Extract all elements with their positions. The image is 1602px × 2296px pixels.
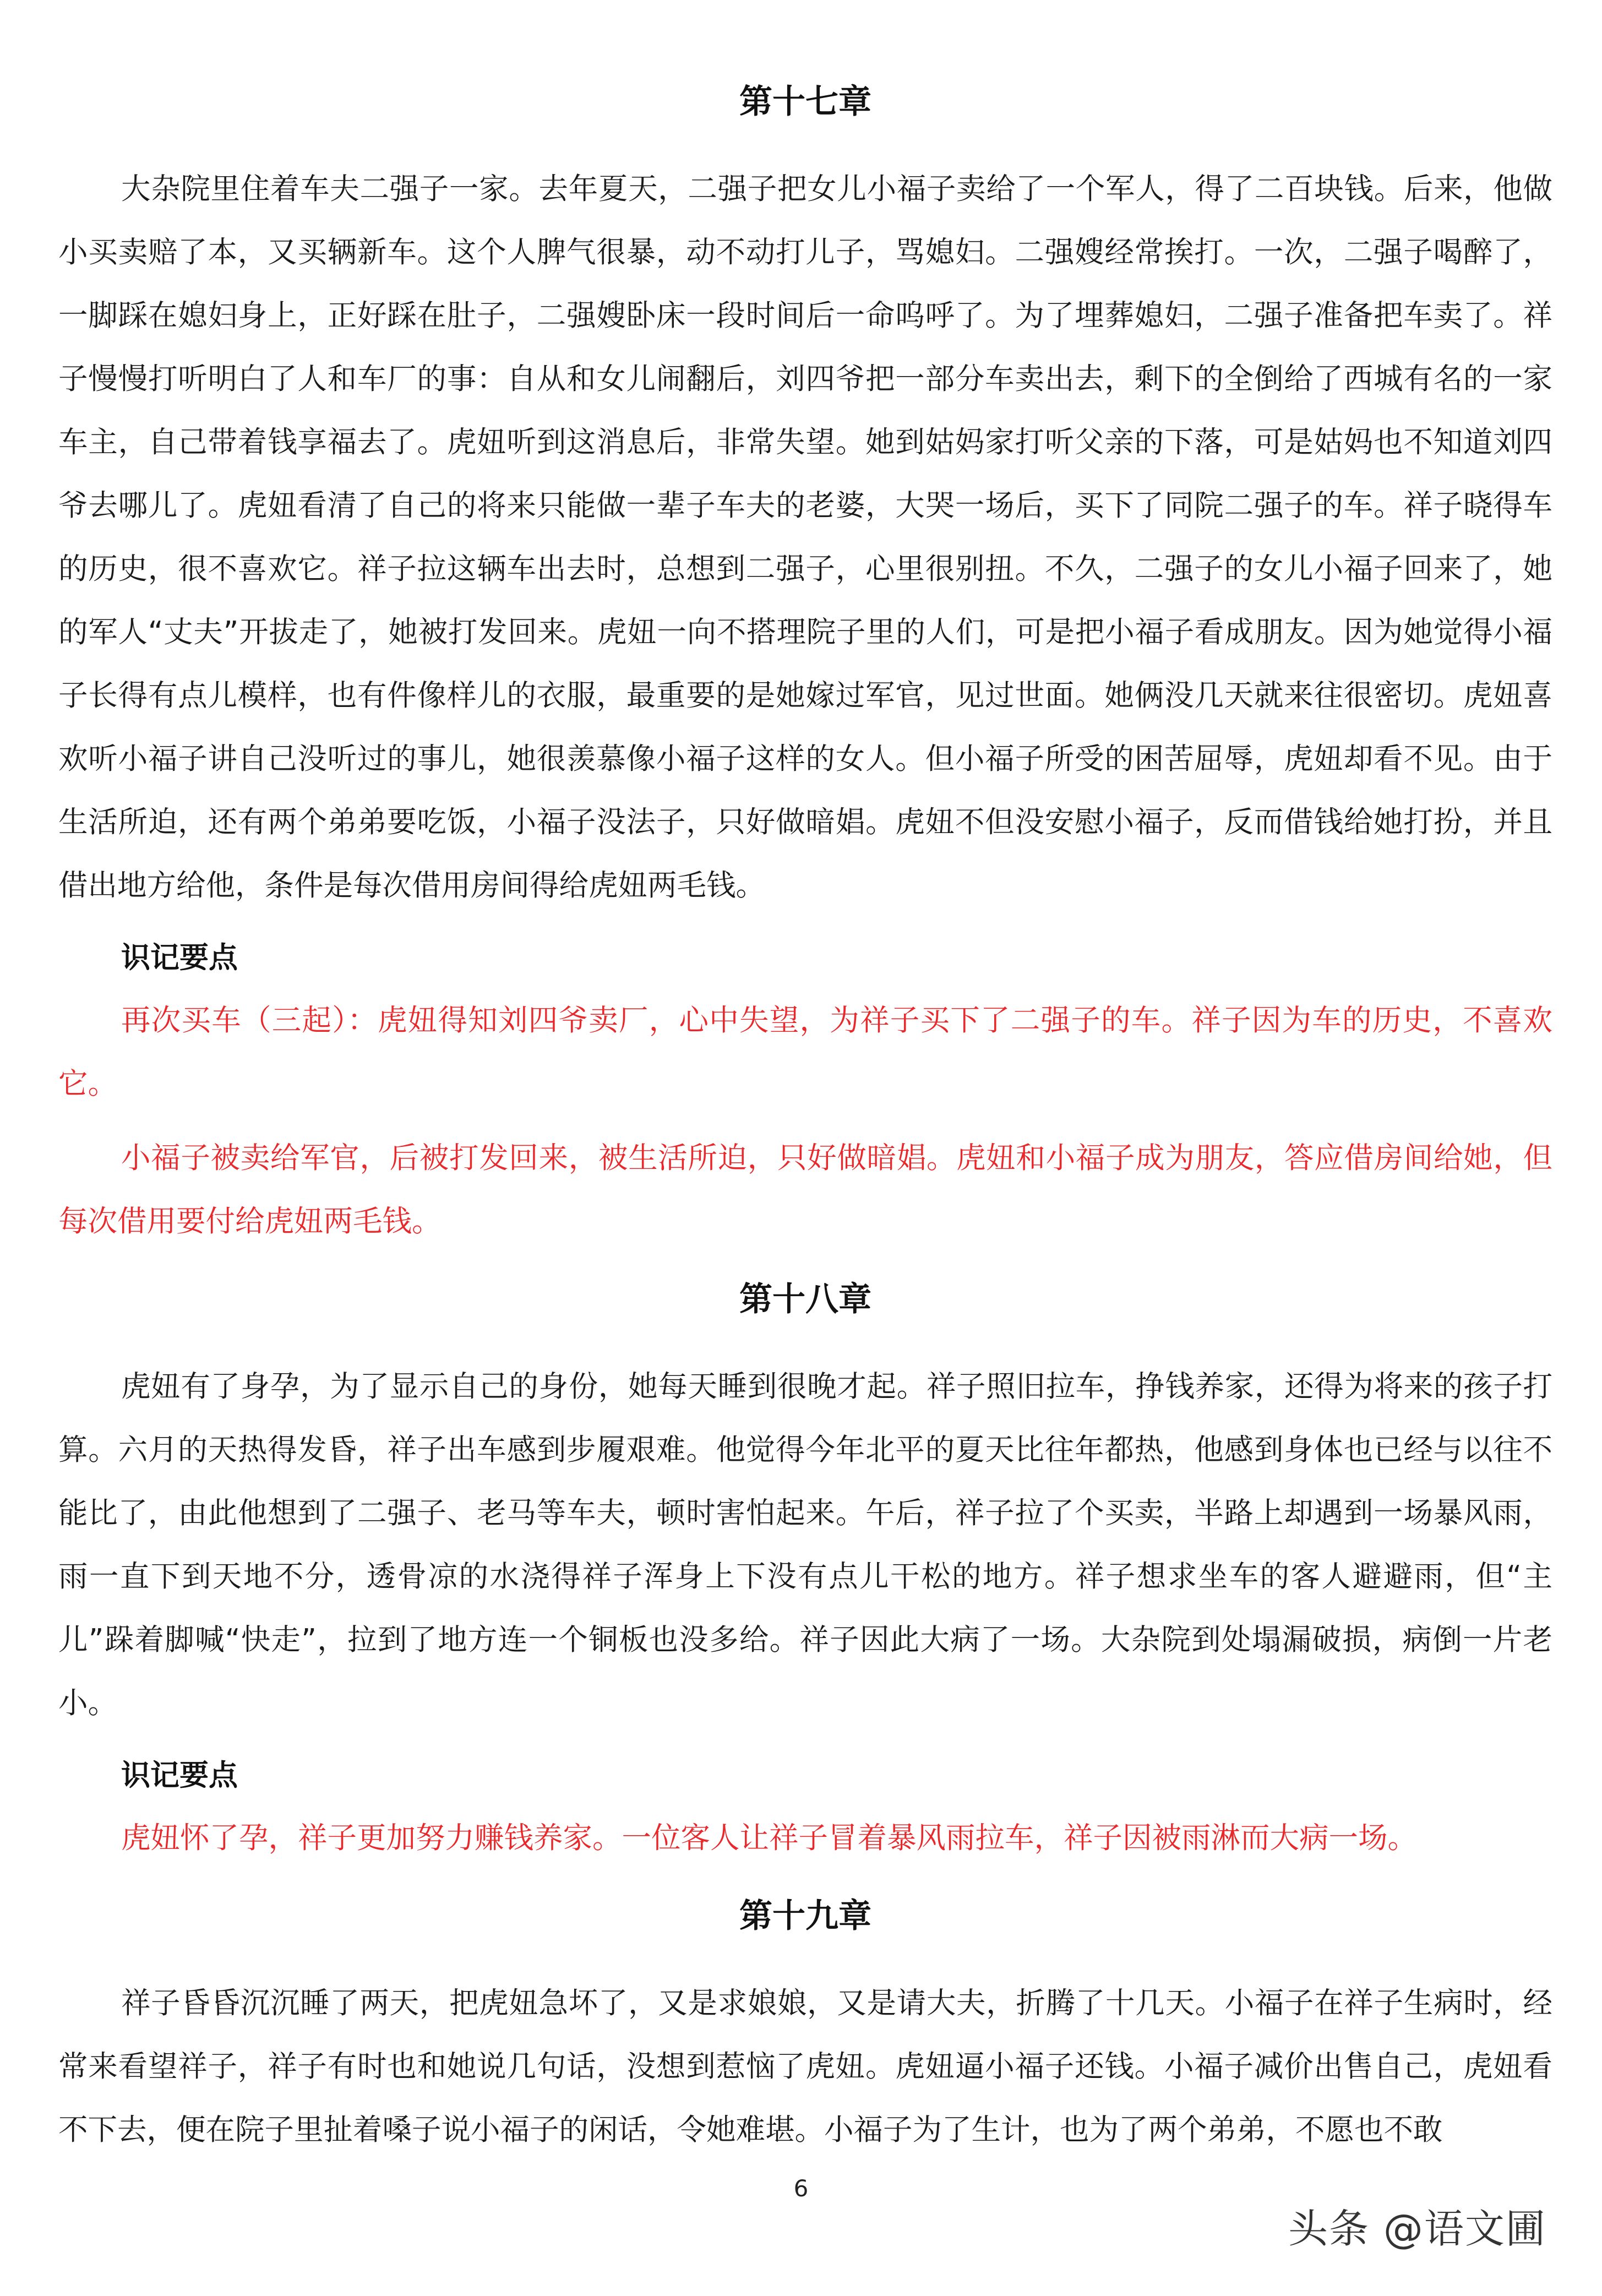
key-point-17-1: 再次买车（三起）：虎妞得知刘四爷卖厂，心中失望，为祥子买下了二强子的车。祥子因为车的历史，不喜欢它。 xyxy=(58,1003,1552,1101)
chapter-title-19: 第十九章 xyxy=(739,1897,871,1935)
chapter-18-paragraph: 虎妞有了身孕，为了显示自己的身份，她每天睡到很晚才起。祥子照旧拉车，挣钱养家，还得为将来的孩子打算。六月的天热得发昏，祥子出车感到步履艰难。他觉得今年北平的夏天比往年都热，他感到身体也已经与以往不能比了，由此他想到了二强子、老马等车夫，顿时害怕起来。午后，祥子拉了个买卖，半路上却遇到一场暴风雨，雨一直下到天地不分，透骨凉的水浇得祥子浑身上下没有点儿干松的地方。祥子想求坐车的客人避避雨，但“主儿”跺着脚喊“快走”，拉到了地方连一个铜板也没多给。祥子因此大病了一场。大杂院到处塌漏破损，病倒一片老小。 xyxy=(58,1369,1552,1720)
key-points-heading-18: 识记要点 xyxy=(121,1759,238,1792)
spacer xyxy=(58,1734,1552,1745)
watermark-logo: 头条 @语文圃 xyxy=(1288,2206,1546,2252)
key-point-18-1: 虎妞怀了孕，祥子更加努力赚钱养家。一位客人让祥子冒着暴风雨拉车，祥子因被雨淋而大病一场。 xyxy=(121,1820,1417,1855)
chapter-19-paragraph: 祥子昏昏沉沉睡了两天，把虎妞急坏了，又是求娘娘，又是请大夫，折腾了十几天。小福子在祥子生病时，经常来看望祥子，祥子有时也和她说几句话，没想到惹恼了虎妞。虎妞逼小福子还钱。小福子减价出售自己，虎妞看不下去，便在院子里扯着嗓子说小福子的闲话，令她难堪。小福子为了生计，也为了两个弟弟，不愿也不敢 xyxy=(58,1985,1552,2147)
chapter-title-18: 第十八章 xyxy=(739,1280,871,1319)
page-number: 6 xyxy=(793,2175,809,2202)
key-point-17-2: 小福子被卖给军官，后被打发回来，被生活所迫，只好做暗娼。虎妞和小福子成为朋友，答应借房间给她，但每次借用要付给虎妞两毛钱。 xyxy=(58,1140,1552,1238)
spacer xyxy=(58,917,1552,928)
chapter-17-paragraph: 大杂院里住着车夫二强子一家。去年夏天，二强子把女儿小福子卖给了一个军人，得了二百块钱。后来，他做小买卖赔了本，又买辆新车。这个人脾气很暴，动不动打儿子，骂媳妇。二强嫂经常挨打。一次，二强子喝醉了，一脚踩在媳妇身上，正好踩在肚子，二强嫂卧床一段时间后一命呜呼了。为了埋葬媳妇，二强子准备把车卖了。祥子慢慢打听明白了人和车厂的事：自从和女儿闹翻后，刘四爷把一部分车卖出去，剩下的全倒给了西城有名的一家车主，自己带着钱享福去了。虎妞听到这消息后，非常失望。她到姑妈家打听父亲的下落，可是姑妈也不知道刘四爷去哪儿了。虎妞看清了自己的将来只能做一辈子车夫的老婆，大哭一场后，买下了同院二强子的车。祥子晓得车的历史，很不喜欢它。祥子拉这辆车出去时，总想到二强子，心里很别扭。不久，二强子的女儿小福子回来了，她的军人“丈夫”开拔走了，她被打发回来。虎妞一向不搭理院子里的人们，可是把小福子看成朋友。因为她觉得小福子长得有点儿模样，也有件像样儿的衣服，最重要的是她嫁过军官，见过世面。她俩没几天就来往很密切。虎妞喜欢听小福子讲自己没听过的事儿，她很羡慕像小福子这样的女人。但小福子所受的困苦屈辱，虎妞却看不见。由于生活所迫，还有两个弟弟要吃饭，小福子没法子，只好做暗娼。虎妞不但没安慰小福子，反而借钱给她打扮，并且借出地方给他，条件是每次借用房间得给虎妞两毛钱。 xyxy=(58,171,1552,902)
chapter-title-17: 第十七章 xyxy=(739,83,871,121)
key-points-heading-17: 识记要点 xyxy=(121,941,238,975)
page-content xyxy=(58,55,1552,2161)
